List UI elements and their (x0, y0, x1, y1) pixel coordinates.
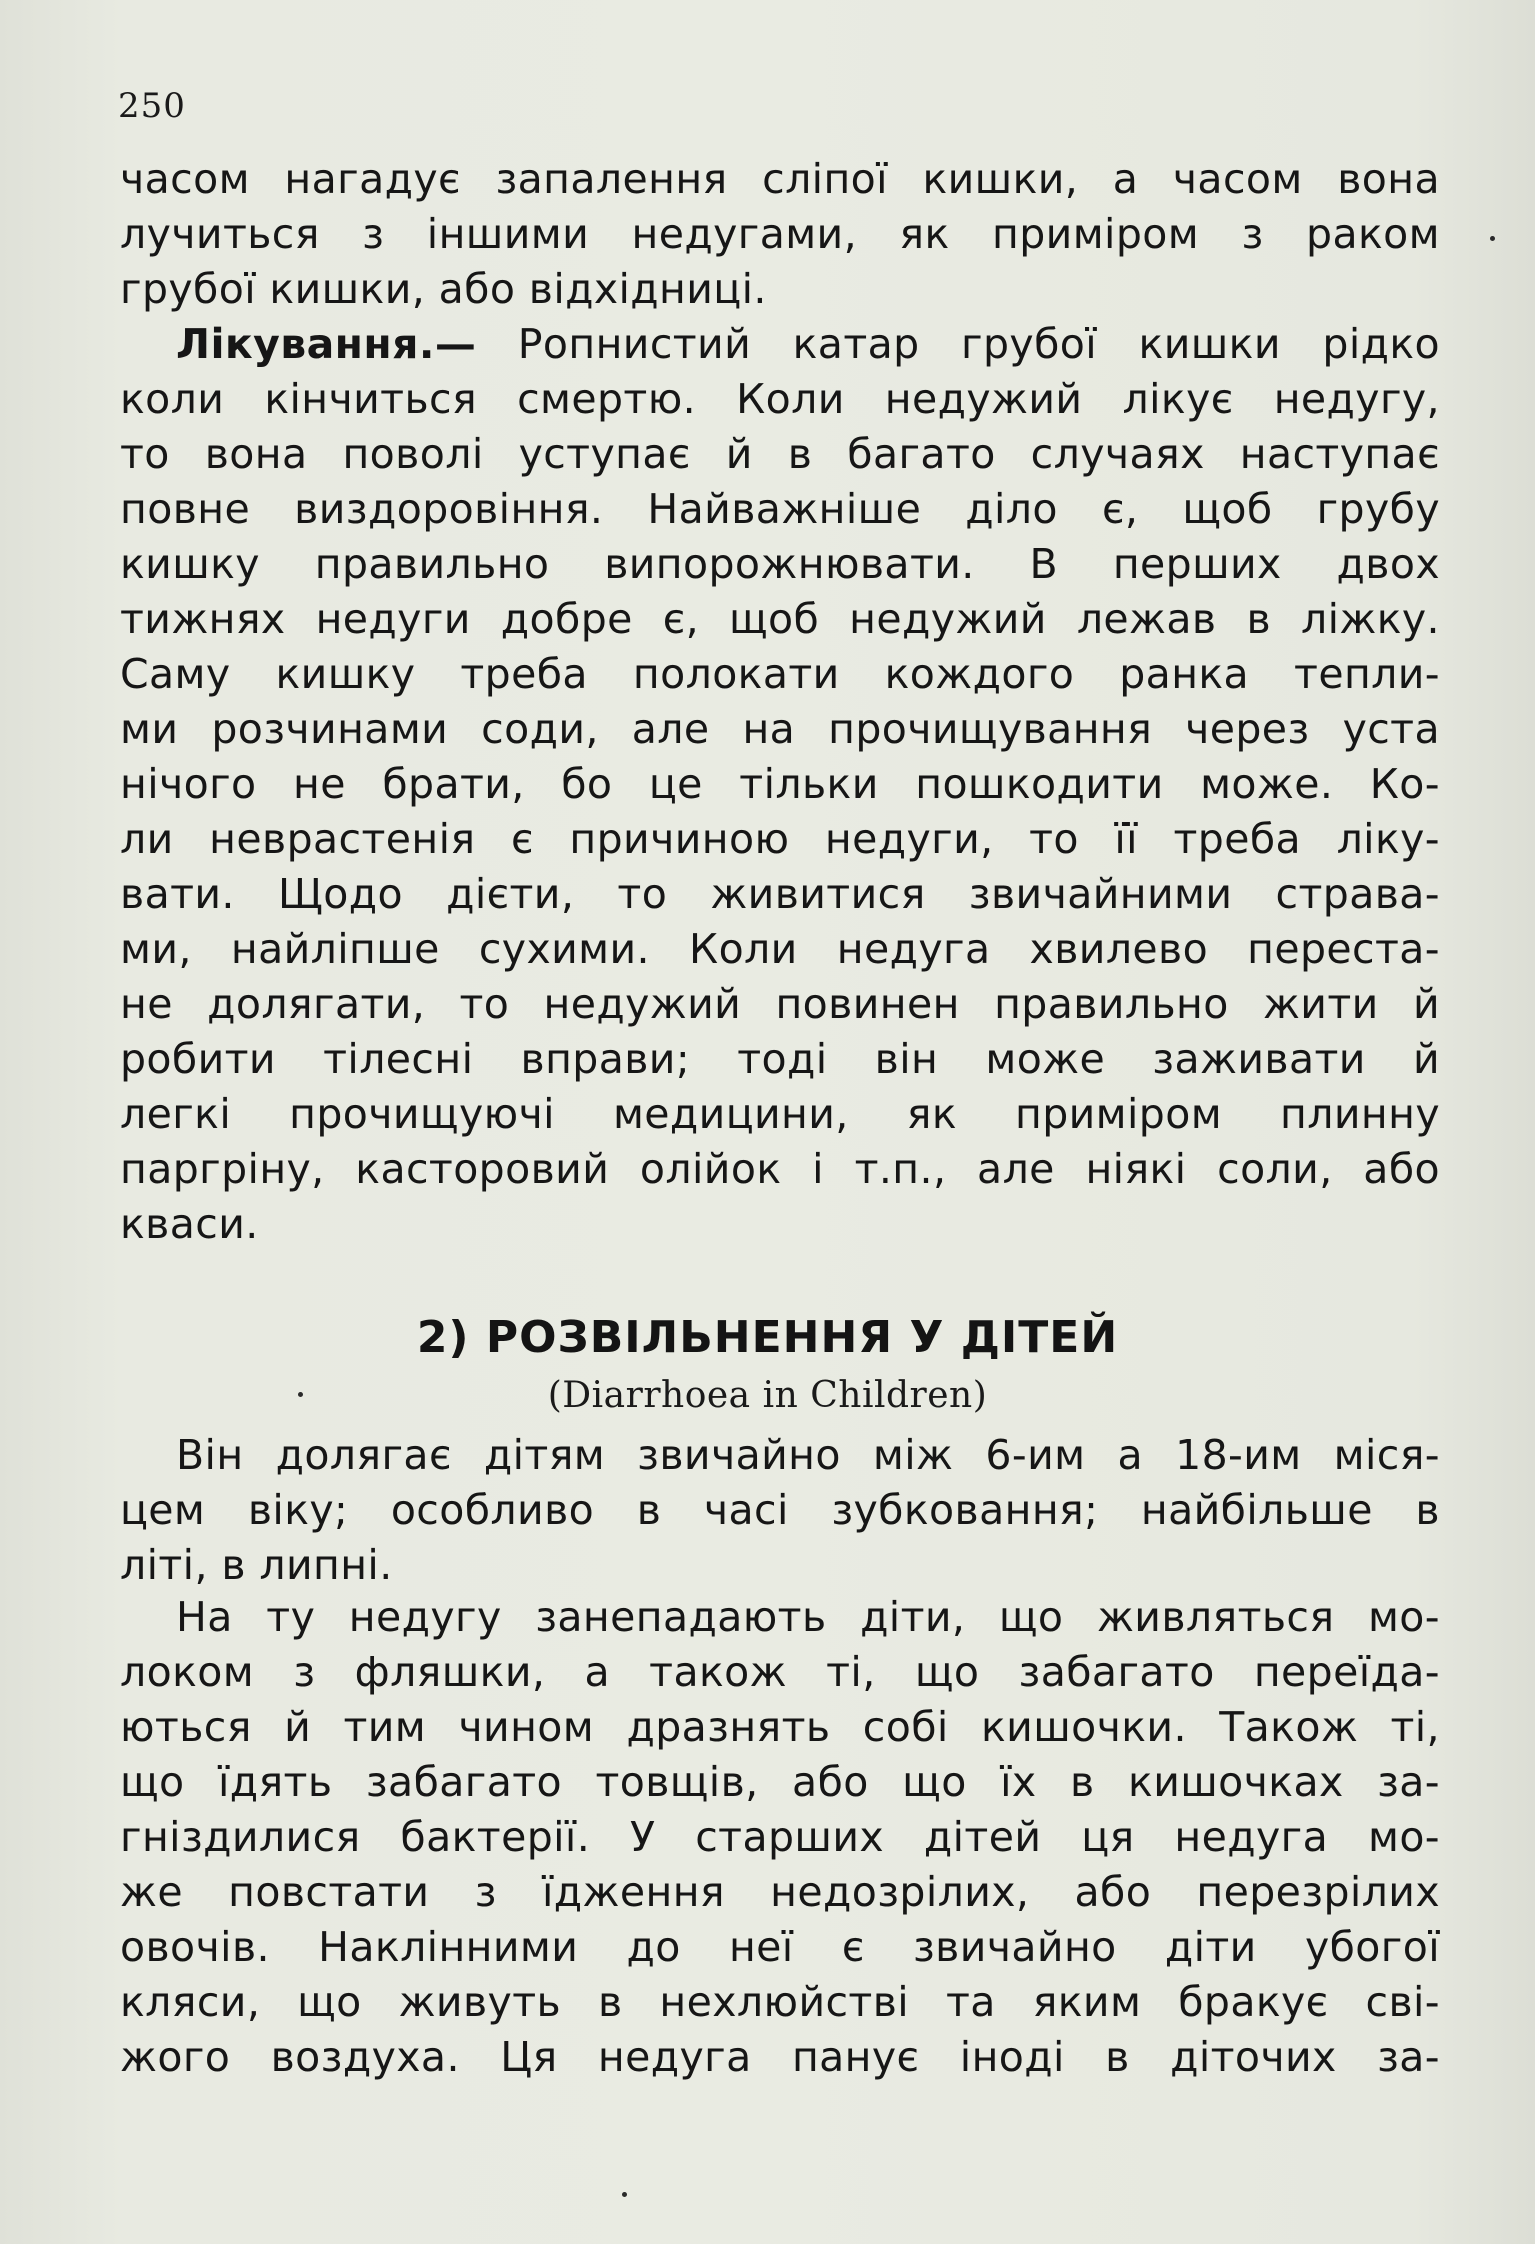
text-line: кваси. (120, 1200, 259, 1248)
treatment-first-line (120, 317, 1440, 372)
treatment-first-line-text: Ропнистий катар грубої кишки рідко (517, 320, 1441, 368)
text-line: локом з фляшки, а також ті, що забагато переїда- (120, 1648, 1440, 1696)
text-line: ми, найліпше сухими. Коли недуга хвилево переста- (120, 925, 1440, 973)
text-line: нічого не брати, бо це тільки пошкодити може. Ко- (120, 760, 1440, 808)
section-subheading: (Diarrhoea in Children) (547, 1375, 988, 1416)
text-line: паргріну, касторовий олійок і т.п., але ніякі соли, або (120, 1145, 1440, 1193)
print-speck (298, 1392, 303, 1397)
section-heading: 2) РОЗВІЛЬНЕННЯ У ДІТЕЙ (416, 1312, 1119, 1363)
text-line: повне виздоровіння. Найважніше діло є, щоб грубу (120, 485, 1440, 533)
text-line: кишку правильно випорожнювати. В перших двох (120, 540, 1440, 588)
text-line: вати. Щодо дієти, то живитися звичайними страва- (120, 870, 1440, 918)
text-line: На ту недугу занепадають діти, що живляться мо- (176, 1593, 1440, 1641)
text-line: Він долягає дітям звичайно між 6-им а 18-им міся- (176, 1431, 1440, 1479)
text-line: гніздилися бактерії. У старших дітей ця недуга мо- (120, 1813, 1440, 1861)
text-line: ми розчинами соди, але на прочищування через уста (120, 705, 1440, 753)
text-line: жого воздуха. Ця недуга панує іноді в діточих за- (120, 2033, 1440, 2081)
text-line: робити тілесні вправи; тоді він може заживати й (120, 1035, 1440, 1083)
print-speck (1490, 236, 1495, 241)
text-line: же повстати з їдження недозрілих, або перезрілих (120, 1868, 1440, 1916)
text-line: овочів. Наклінними до неї є звичайно діти убогої (120, 1923, 1440, 1971)
text-line: кляси, що живуть в нехлюйстві та яким бракує сві- (120, 1978, 1440, 2026)
text-line: що їдять забагато товщів, або що їх в кишочках за- (120, 1758, 1440, 1806)
section2-paragraph-2 (120, 1590, 1440, 2085)
text-line: часом нагадує запалення сліпої кишки, а часом вона (120, 155, 1440, 203)
section1-text (120, 152, 1440, 1252)
text-line: то вона поволі уступає й в багато случаях наступає (120, 430, 1440, 478)
treatment-label: Лікування.— (176, 320, 477, 368)
page-number: 250 (118, 86, 186, 126)
text-line: ли неврастенія є причиною недуги, то її треба ліку- (120, 815, 1440, 863)
text-line: не долягати, то недужий повинен правильно жити й (120, 980, 1440, 1028)
text-line: цем віку; особливо в часі зубковання; найбільше в (120, 1486, 1440, 1534)
text-line: ються й тим чином дразнять собі кишочки. Також ті, (120, 1703, 1440, 1751)
text-line: грубої кишки, або відхідниці. (120, 265, 767, 313)
print-speck (622, 2192, 627, 2197)
text-line: лучиться з іншими недугами, як приміром з раком (120, 210, 1440, 258)
text-line: Саму кишку треба полокати кождого ранка тепли- (120, 650, 1440, 698)
text-line: літі, в липні. (120, 1541, 393, 1589)
text-line: коли кінчиться смертю. Коли недужий лікує недугу, (120, 375, 1440, 423)
text-line: легкі прочищуючі медицини, як приміром плинну (120, 1090, 1440, 1138)
text-line: тижнях недуги добре є, щоб недужий лежав в ліжку. (120, 595, 1440, 643)
section2-paragraph-1 (120, 1428, 1440, 1593)
